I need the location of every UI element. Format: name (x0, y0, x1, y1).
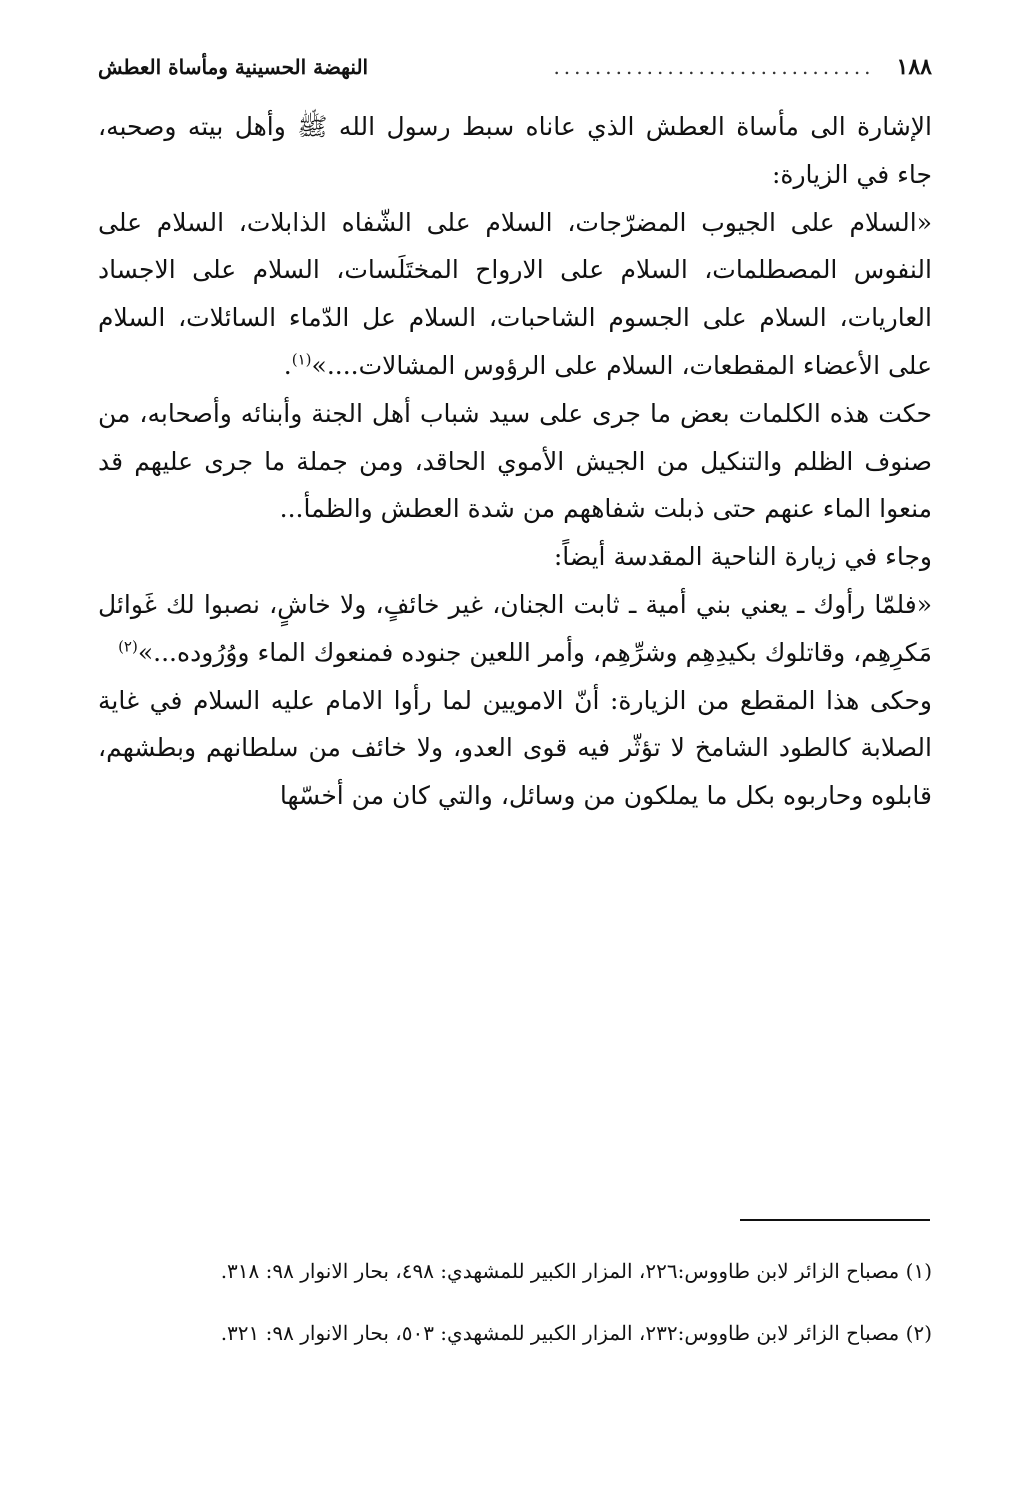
footnote-2: (٢) مصباح الزائر لابن طاووس:٢٣٢، المزار الكبير للمشهدي: ٥٠٣، بحار الانوار ٩٨: ٣٢١. (220, 1321, 932, 1345)
page-header (98, 50, 932, 84)
paragraph-quote-1: «السلام على الجيوب المضرّجات، السلام على الشّفاه الذابلات، السلام على النفوس المصطلمات، السلام على الارواح المختَلَسات، السلام على الاجساد العاريات، السلام على الجسوم الشاحبات، السلام عل الدّماء السائلات، السلام على الأعضاء المقطعات، السلام على الرؤوس المشالات....»$^{(١)}$. (98, 207, 932, 380)
footnote-1: (١) مصباح الزائر لابن طاووس:٢٢٦، المزار الكبير للمشهدي: ٤٩٨، بحار الانوار ٩٨: ٣١٨. (220, 1259, 932, 1283)
paragraph-intro: الإشارة الى مأساة العطش الذي عاناه سبط رسول الله ﷺ وأهل بيته وصحبه، جاء في الزيارة: (98, 112, 932, 189)
footnotes (98, 1248, 932, 1372)
page-number: ١٨٨ (896, 54, 932, 80)
paragraph-commentary-1: حكت هذه الكلمات بعض ما جرى على سيد شباب أهل الجنة وأبنائه وأصحابه، من صنوف الظلم والتنكيل من الجيش الأموي الحاقد، ومن جملة ما جرى عليهم قد منعوا الماء عنهم حتى ذبلت شفاههم من شدة العطش والظمأ... (98, 398, 932, 524)
footnote-ref-1: (١) (291, 350, 312, 369)
header-leader-dots: ............................... (553, 55, 875, 79)
paragraph-commentary-2: وحكى هذا المقطع من الزيارة: أنّ الامويين لما رأوا الامام عليه السلام في غاية الصلابة كالطود الشامخ لا تؤثّر فيه قوى العدو، ولا خائف من سلطانهم وبطشهم، قابلوه وحاربوه بكل ما يملكون من وسائل، والتي كان من أخسّها (98, 685, 932, 811)
paragraph-quote-2 (98, 581, 932, 677)
paragraph-intro-2: وجاء في زيارة الناحية المقدسة أيضاً: (553, 542, 932, 572)
quote-1-text: «السلام على الجيوب المضرّجات، السلام على الشّفاه الذابلات، السلام على النفوس المصطلمات، السلام على الارواح المختَلَسات، السلام على الاجساد العاريات، السلام على الجسوم الشاحبات، السلام عل الدّماء السائلات، السلام على الأعضاء المقطعات، السلام على الرؤوس المشالات....» (98, 207, 932, 380)
footnote-ref-2: (٢) (118, 637, 138, 656)
footnote-separator (740, 1219, 930, 1221)
quote-2-text: «فلمّا رأوك ـ يعني بني أمية ـ ثابت الجنان، غير خائفٍ، ولا خاشٍ، نصبوا لك غَوائل مَكرِهِم، وقاتلوك بكيدِهِم وشرِّهِم، وأمر اللعين جنوده فمنعوك الماء ووُرُوده...» (98, 589, 932, 667)
running-title: النهضة الحسينية ومأساة العطش (98, 55, 369, 79)
body-text (98, 103, 932, 820)
